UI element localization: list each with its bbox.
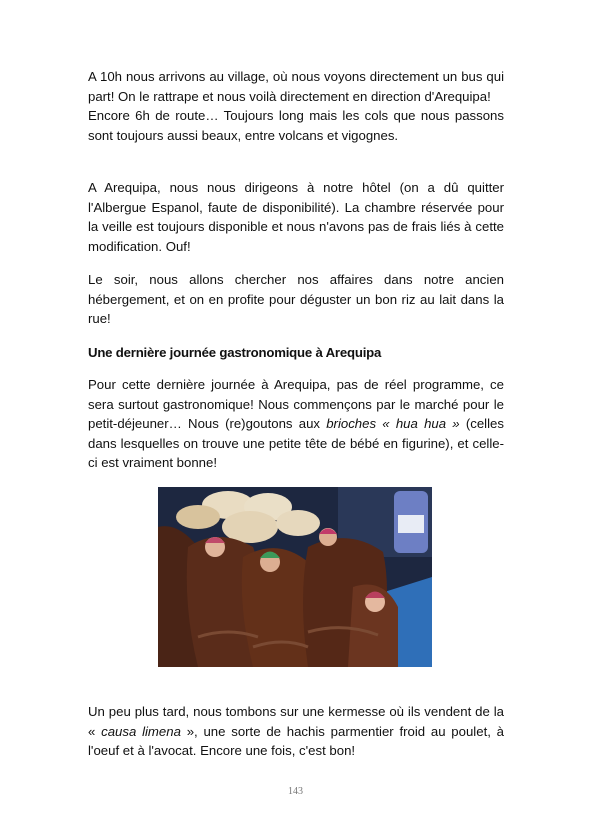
paragraph-arrival-line-1: A 10h nous arrivons au village, où nous voyons directement un bus qui part! On le rattrape et nous voilà directement en direction d'Arequipa! — [88, 69, 504, 104]
paragraph-kermesse — [88, 702, 504, 761]
page-number: 143 — [288, 786, 303, 797]
section-heading: Une dernière journée gastronomique à Arequipa — [88, 345, 382, 360]
paragraph-hotel: A Arequipa, nous nous dirigeons à notre hôtel (on a dû quitter l'Albergue Espanol, faute de disponibilité). La chambre réservée pour la veille est toujours disponible et nous n'avons pas de frais liés à cette modification. Ouf! — [88, 180, 504, 254]
paragraph-breakfast — [88, 375, 504, 473]
paragraph-arrival-line-2: Encore 6h de route… Toujours long mais les cols que nous passons sont toujours aussi beaux, entre volcans et vigognes. — [88, 108, 504, 143]
paragraph-breakfast-text-b: (celles dans lesquelles on trouve une petite tête de bébé en figurine), et celle-ci est vraiment bonne! — [88, 416, 504, 471]
photo-bottle-label — [398, 515, 424, 533]
photo-bun-5 — [176, 505, 220, 529]
paragraph-breakfast-text-a: Pour cette dernière journée à Arequipa, pas de réel programme, ce sera surtout gastronomique! Nous commençons par le marché pour le petit-déjeuner… Nous (re)goutons aux — [88, 377, 504, 432]
paragraph-breakfast-italic: brioches « hua hua » — [326, 416, 460, 432]
paragraph-evening: Le soir, nous allons chercher nos affaires dans notre ancien hébergement, et on en profite pour déguster un bon riz au lait dans la rue! — [88, 272, 504, 327]
photo-hua-hua-bread — [158, 487, 432, 667]
paragraph-kermesse-text-a: Un peu plus tard, nous tombons sur une kermesse où ils vendent de la « — [88, 704, 504, 739]
paragraph-arrival — [88, 67, 504, 145]
photo-bun-4 — [276, 510, 320, 536]
paragraph-kermesse-text-b: », une sorte de hachis parmentier froid au poulet, à l'oeuf et à l'avocat. Encore une fois, c'est bon! — [88, 723, 505, 759]
paragraph-kermesse-italic: causa limena — [101, 723, 181, 739]
